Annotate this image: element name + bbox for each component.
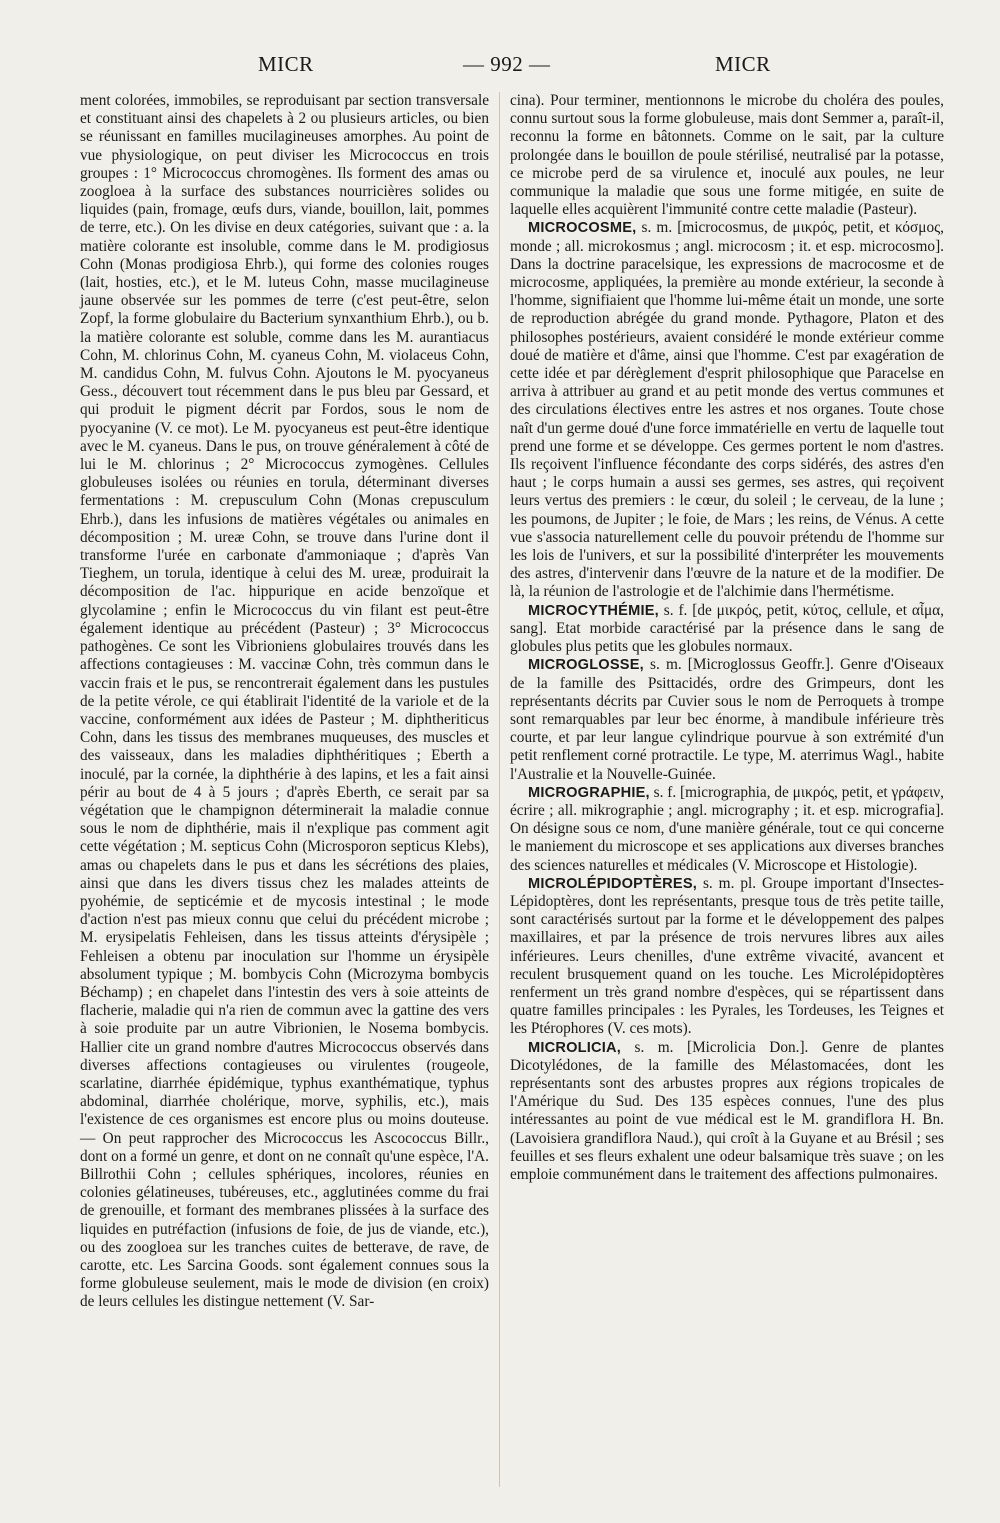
headword: MICROGLOSSE,	[528, 657, 644, 674]
entry-microlepidopteres	[510, 875, 944, 1039]
entry-microcythemie	[510, 602, 944, 657]
page-number: — 992 —	[463, 52, 551, 76]
headword: MICROLICIA,	[528, 1039, 621, 1056]
entry-text: s. f. [micrographia, de μικρός, petit, et γράφειν, écrire ; all. mikrographie ; angl. micrography ; it. et esp. micrografia]. On désigne sous ce nom, d'une manière générale, tout ce qui concerne le maniement du microscope et ses applications aux diverses branches des sciences naturelles et médicales (V. Microscope et Histologie).	[510, 783, 944, 874]
entry-microcosme	[510, 219, 944, 601]
entry-text: s. m. [microcosmus, de μικρός, petit, et κόσμος, monde ; all. microkosmus ; angl. microcosm ; it. et esp. microcosmo]. Dans la doctrine paracelsique, les expressions de macrocosme et de microcosme, appliquées, la première au monde extérieur, la seconde à l'homme, signifiaient que l'homme lui-même était un monde, une sorte de reproduction abrégée du grand monde. Pythagore, Platon et des philosophes postérieurs, avaient considéré le monde extérieur comme doué de matière et d'âme, ainsi que l'homme. C'est par exagération de cette idée et par dérèglement d'esprit philosophique que Paracelse en arriva à attribuer au grand et au petit monde des vertus communes et des circulations électives entre les astres et nos organes. Toute chose naît d'un germe doué d'une force immatérielle en vertu de laquelle tout prend une forme et se développe. Ces germes portent le nom d'astres. Ils reçoivent l'influence fécondante des corps sidérés, des astres d'en haut ; le corps humain a aussi ses germes, ses astres, qui reçoivent leurs vertus des premiers : le cœur, du soleil ; le cerveau, de la lune ; les poumons, de Jupiter ; le foie, de Mars ; les reins, de Vénus. A cette vue s'associa naturellement celle du pouvoir prétendu de l'homme sur les lois de l'univers, et sur la possibilité d'interpréter les mouvements des astres, d'intervenir dans l'œuvre de la nature et de la modifier. De là, la réunion de l'astrologie et de l'alchimie dans l'hermétisme.	[510, 219, 945, 601]
headword: MICROGRAPHIE,	[528, 784, 650, 801]
left-column-paragraph: ment colorées, immobiles, se reproduisant par section transversale et constituant ainsi des chapelets à 2 ou plusieurs articles, ou bien se réunissant en familles mucilagineuses amorphes. Au point de vue physiologique, on peut diviser les Micrococcus en trois groupes : 1° Micrococcus chromogènes. Ils forment des amas ou zoogloea à la surface des substances nourricières solides ou liquides (pain, fromage, œufs durs, viande, bouillon, lait, pommes de terre, etc.). On les divise en deux catégories, suivant que : a. la matière colorante est insoluble, comme dans le M. prodigiosus Cohn (Monas prodigiosa Ehrb.), qui forme des colonies rouges (lait, hosties, etc.), et le M. luteus Cohn, masse mucilagineuse jaune observée sur les pommes de terre (c'est peut-être, selon Zopf, la forme globulaire du Bacterium synxanthium Ehrb.), ou b. la matière colorante est soluble, comme dans les M. aurantiacus Cohn, M. chlorinus Cohn, M. cyaneus Cohn, M. violaceus Cohn, M. candidus Cohn, M. fulvus Cohn. Ajoutons le M. pyocyaneus Gess., découvert tout récemment dans le pus bleu par Gessard, et qui produit le pigment décrit par Fordos, sous le nom de pyocyanine (V. ce mot). Le M. pyocyaneus est peut-être identique avec le M. cyaneus. Dans le pus, on trouve généralement à côté de lui le M. chlorinus ; 2° Micrococcus zymogènes. Cellules globuleuses isolées ou réunies en torula, déterminant diverses fermentations : M. crepusculum Cohn (Monas crepusculum Ehrb.), dans les infusions de matières végétales ou animales en décomposition ; M. ureæ Cohn, se trouve dans l'urine dont il transforme l'urée en carbonate d'ammoniaque ; d'après Van Tieghem, un torula, identique à celui des M. ureæ, produirait la décomposition de l'ac. hippurique en acide benzoïque et glycolamine ; enfin le Micrococcus du vin filant est peut-être également identique au précédent (Pasteur) ; 3° Micrococcus pathogènes. Ce sont les Vibrioniens globulaires trouvés dans les affections contagieuses : M. vaccinæ Cohn, très commun dans le vaccin frais et le pus, se rencontrerait également dans les pustules de la petite vérole, ce qui établirait l'identité de la variole et de la vaccine, conformément aux idées de Pasteur ; M. diphtheriticus Cohn, dans les tissus des membranes muqueuses, des muscles et des vaisseaux, dans les maladies diphthéritiques ; Eberth a inoculé, par la cornée, la diphthérie à des lapins, et les a fait ainsi périr au bout de 4 à 5 jours ; d'après Eberth, ce serait par sa végétation que le champignon déterminerait la maladie connue sous le nom de diphthérie, mais il n'explique pas comment agit cette végétation ; M. septicus Cohn (Microsporon septicus Klebs), amas ou chapelets dans le pus et dans les sécrétions des plaies, ainsi que dans les divers tissus chez les malades atteints de pyohémie, de septicémie et de mycosis intestinal ; le mode d'action n'est pas mieux connu que celui du précédent microbe ; M. erysipelatis Fehleisen, dans les tissus atteints d'érysipèle ; Fehleisen a obtenu par inoculation sur l'homme un érysipèle absolument typique ; M. bombycis Cohn (Microzyma bombycis Béchamp) ; en chapelet dans l'intestin des vers à soie atteints de flacherie, maladie qui n'a rien de commun avec la gattine des vers à soie produite par un autre Vibrionien, le Nosema bombycis. Hallier cite un grand nombre d'autres Micrococcus observés dans diverses affections contagieuses ou virulentes (rougeole, scarlatine, diarrhée épidémique, typhus exanthématique, typhus abdominal, diarrhée cholérique, morve, syphilis, etc.), mais l'existence de ces organismes est encore plus ou moins douteuse. — On peut rapprocher des Micrococcus les Ascococcus Billr., dont on a formé un genre, et dont on ne connaît qu'une espèce, l'A. Billrothii Cohn ; cellules sphériques, incolores, réunies en colonies gélatineuses, tubéreuses, etc., agglutinées comme du frai de grenouille, et formant des membranes plissées à la surface des liquides en putréfaction (infusions de foie, de jus de viande, etc.), ou des zoogloea sur les tranches cuites de betterave, de rave, de carotte, etc. Les Sarcina Goods. sont également connues sous la forme globuleuse seulement, mais le mode de division (en croix) de leurs cellules les distingue nettement (V. Sar-	[80, 92, 489, 1311]
running-head-right: MICR	[715, 52, 771, 76]
entry-microlicia	[510, 1039, 944, 1185]
headword: MICROCOSME,	[528, 220, 637, 237]
headword: MICROCYTHÉMIE,	[528, 602, 659, 619]
entry-text: s. f. [de μικρός, petit, κύτος, cellule, et αἷμα, sang]. Etat morbide caractérisé par la présence dans le sang de globules plus petits que les globules normaux.	[510, 601, 945, 656]
left-column	[80, 92, 489, 1312]
entry-text: s. m. pl. Groupe important d'Insectes-Lépidoptères, dont les représentants, presque tous de très petite taille, sont caractérisés surtout par la forme et le développement des palpes maxillaires, et par la présence de trois nervures libres aux ailes inférieures. Leurs chenilles, d'une extrême vivacité, avancent et reculent brusquement quand on les touche. Les Microlépidoptères renferment un très grand nombre d'espèces, qui se répartissent dans quatre familles principales : les Pyrales, les Tordeuses, les Teignes et les Ptérophores (V. ces mots).	[510, 874, 945, 1038]
running-head-left: MICR	[258, 52, 314, 76]
headword: MICROLÉPIDOPTÈRES,	[528, 875, 698, 892]
page-header	[0, 52, 1000, 82]
entry-microglosse	[510, 656, 944, 783]
entry-text: s. m. [Microglossus Geoffr.]. Genre d'Oiseaux de la famille des Psittacidés, ordre des Grimpeurs, dont les représentants décrits par Cuvier sous le nom de Perroquets à trompe sont remarquables par leur bec énorme, à mandibule inférieure très courte, et par leur langue cylindrique pourvue à son extrémité d'un petit renflement corné protractile. Le type, M. aterrimus Wagl., habite l'Australie et la Nouvelle-Guinée.	[510, 656, 944, 783]
entry-micrographie	[510, 784, 944, 875]
entry-text: s. m. [Microlicia Don.]. Genre de plantes Dicotylédones, de la famille des Mélastomacées, dont les représentants sont des arbustes propres aux régions tropicales de l'Amérique du Sud. Des 135 espèces connues, l'une des plus intéressantes au point de vue médical est le M. grandiflora H. Bn. (Lavoisiera grandiflora Naud.), qui croît à la Guyane et au Brésil ; ses feuilles et ses fleurs exhalent une odeur balsamique très suave ; on les emploie communément dans le traitement des affections pulmonaires.	[510, 1038, 944, 1183]
right-column-paragraph: cina). Pour terminer, mentionnons le microbe du choléra des poules, connu surtout sous la forme globuleuse, mais dont Semmer a, paraît-il, reconnu la forme en bâtonnets. Comme on le sait, par la culture prolongée dans le bouillon de poule stérilisé, neutralisé par la potasse, ce microbe perd de sa virulence et, inoculé aux poules, ne leur communique la maladie que sous une forme mitigée, en suite de laquelle elles acquièrent l'immunité contre cette maladie (Pasteur).	[510, 92, 944, 219]
column-divider	[499, 92, 500, 1487]
right-column	[510, 92, 944, 1184]
